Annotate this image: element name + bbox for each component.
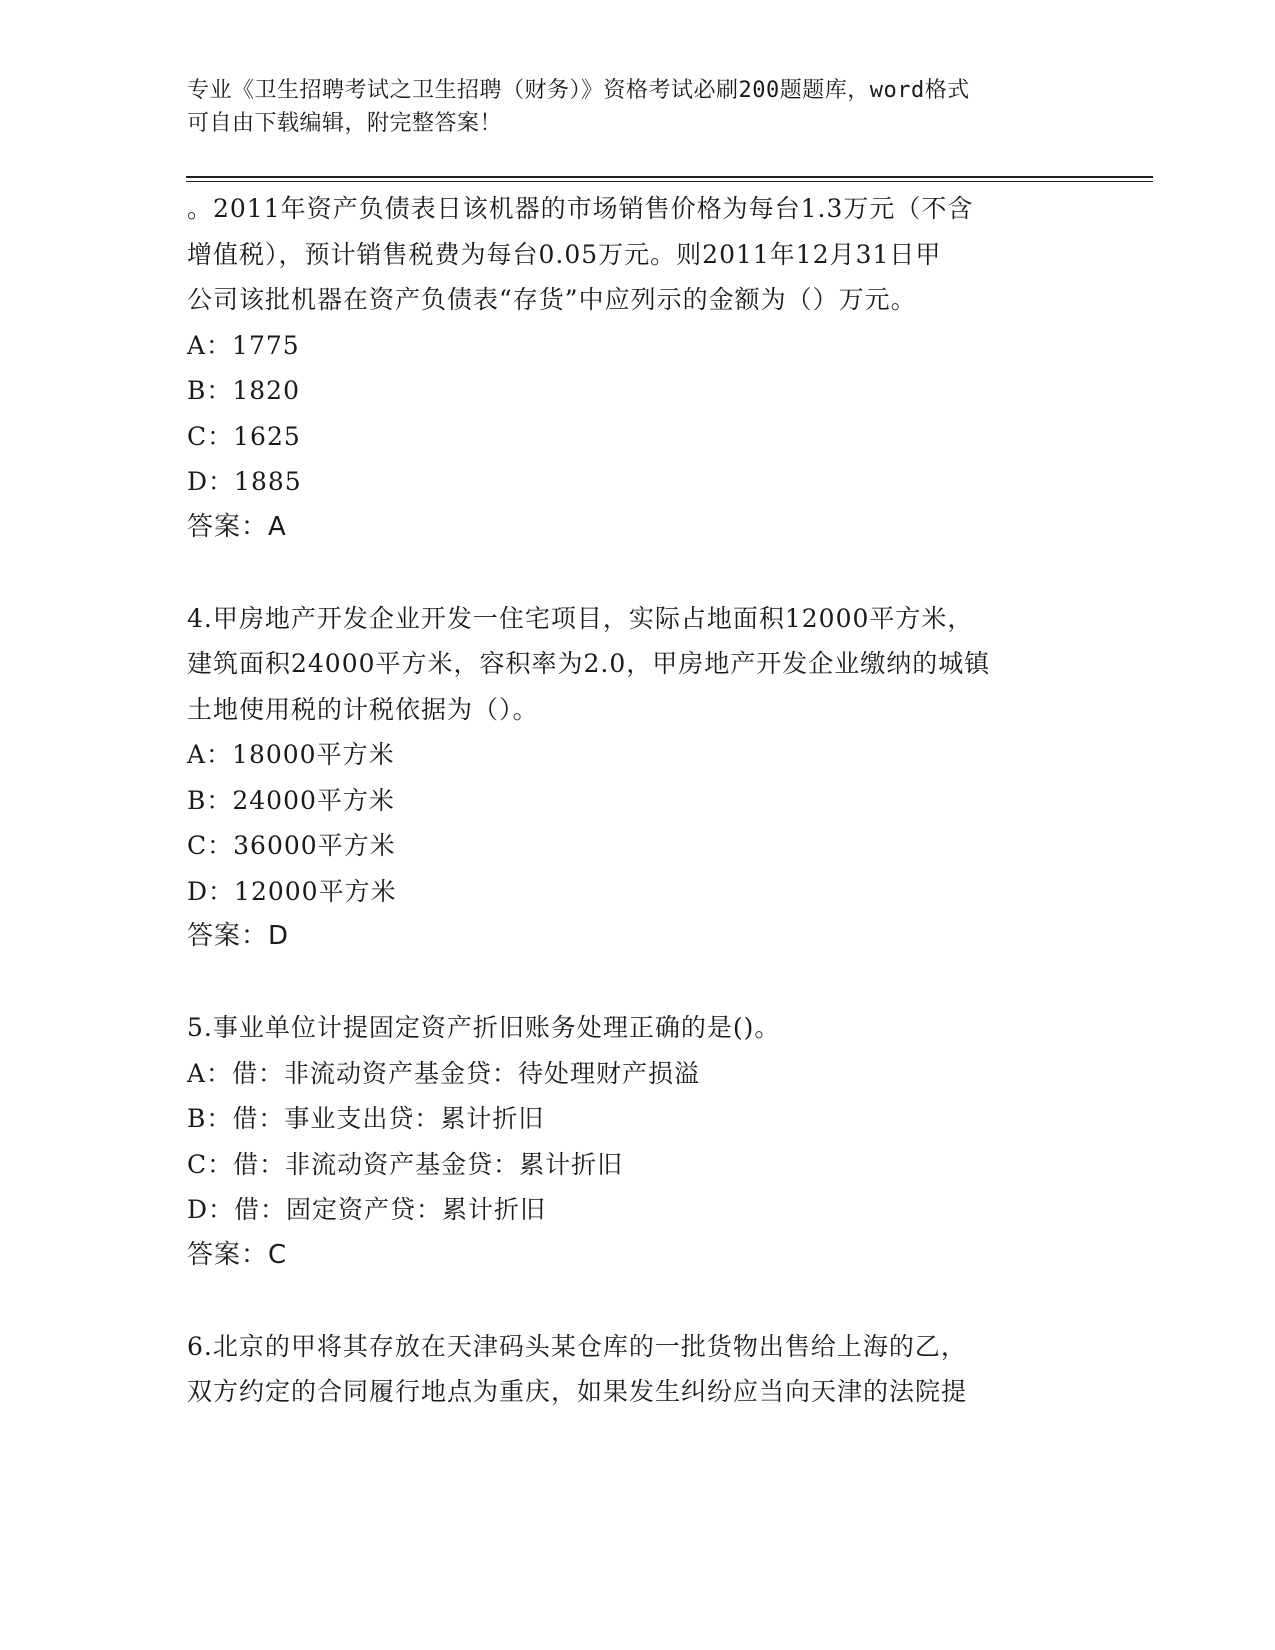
option-b: B：24000平方米	[187, 785, 395, 815]
option-c: C：36000平方米	[187, 831, 396, 860]
document-body	[187, 186, 1087, 1415]
option-b: B：1820	[187, 376, 300, 405]
question-6	[187, 1324, 1087, 1415]
question-4	[187, 596, 1087, 960]
option-c: C：1625	[187, 421, 301, 451]
option-a: A：借：非流动资产基金贷：待处理财产损溢	[187, 1058, 701, 1088]
header-rule-thin	[186, 181, 1153, 182]
option-a: A：18000平方米	[187, 740, 395, 769]
option-d: D：12000平方米	[187, 876, 397, 906]
question-text-line: 6.北京的甲将其存放在天津码头某仓库的一批货物出售给上海的乙，	[187, 1331, 967, 1361]
question-text-line: 4.甲房地产开发企业开发一住宅项目，实际占地面积12000平方米，	[187, 603, 974, 633]
option-c: C：借：非流动资产基金贷：累计折旧	[187, 1149, 624, 1179]
question-spacer	[187, 1278, 1087, 1324]
header-rule-thick	[186, 176, 1153, 178]
header-line-1: 专业《卫生招聘考试之卫生招聘（财务）》资格考试必刷200题题库，word格式	[187, 78, 970, 103]
question-text-line: 5.事业单位计提固定资产折旧账务处理正确的是()。	[187, 1013, 781, 1042]
option-d: D：1885	[187, 467, 302, 496]
option-b: B：借：事业支出贷：累计折旧	[187, 1104, 545, 1133]
header-line-2: 可自由下载编辑，附完整答案！	[187, 111, 503, 136]
option-a: A：1775	[187, 330, 300, 360]
answer-line: 答案：C	[187, 1239, 288, 1270]
question-spacer	[187, 550, 1087, 596]
option-d: D：借：固定资产贷：累计折旧	[187, 1195, 547, 1224]
answer-line: 答案：A	[187, 511, 287, 542]
question-text-line: 土地使用税的计税依据为（）。	[187, 694, 539, 724]
document-header	[187, 74, 1087, 140]
question-3	[187, 186, 1087, 550]
answer-line: 答案：D	[187, 921, 290, 951]
question-text-line: 公司该批机器在资产负债表“存货”中应列示的金额为（）万元。	[187, 285, 917, 314]
question-spacer	[187, 960, 1087, 1006]
question-5	[187, 1005, 1087, 1278]
question-text-line: 增值税），预计销售税费为每台0.05万元。则2011年12月31日甲	[187, 239, 942, 269]
question-text-line: 。2011年资产负债表日该机器的市场销售价格为每台1.3万元（不含	[187, 194, 974, 223]
question-text-line: 双方约定的合同履行地点为重庆，如果发生纠纷应当向天津的法院提	[187, 1377, 968, 1406]
question-text-line: 建筑面积24000平方米，容积率为2.0，甲房地产开发企业缴纳的城镇	[187, 649, 991, 678]
